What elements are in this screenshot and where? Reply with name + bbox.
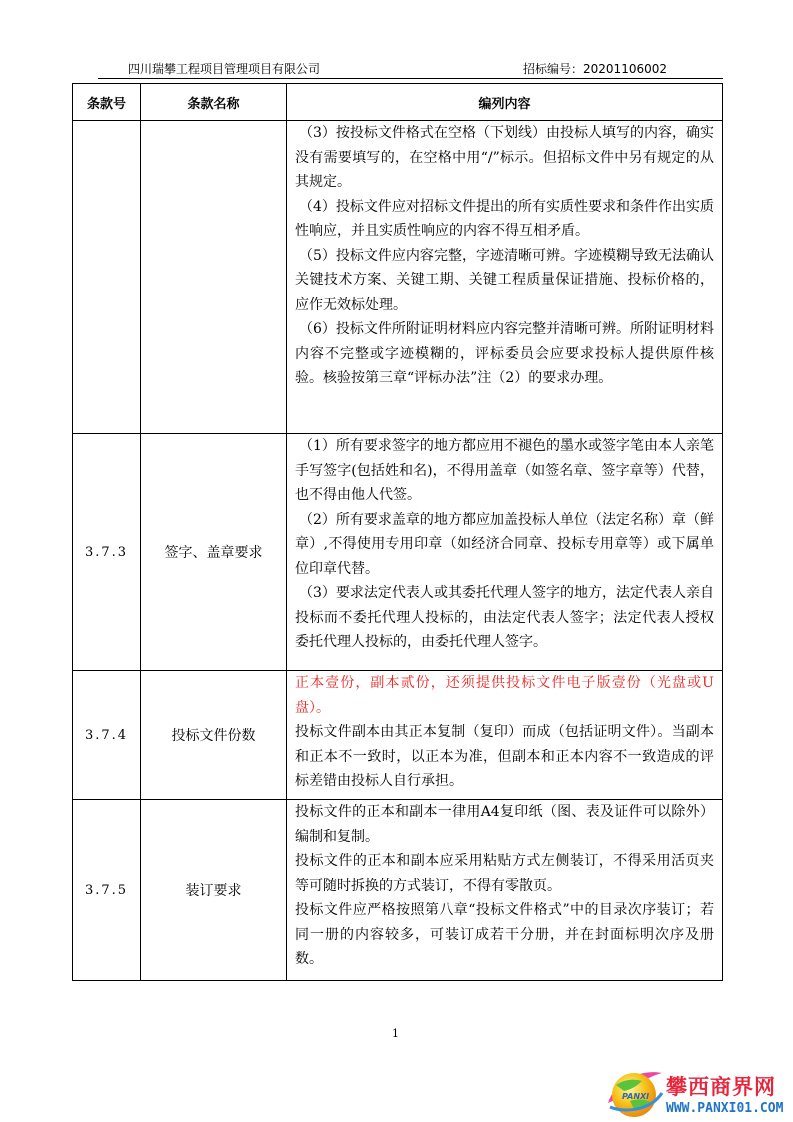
content-paragraph: （3）按投标文件格式在空格（下划线）由投标人填写的内容，确实没有需要填写的，在空格中用“/”标示。但招标文件中另有规定的从其规定。 [295,125,714,190]
tender-number: 招标编号：20201106002 [523,62,667,76]
watermark-url: WWW.PANXI01.COM [666,1101,784,1116]
clause-number: 3.7.4 [73,671,141,800]
globe-logo-icon [604,1063,666,1121]
content-paragraph: （5）投标文件应内容完整，字迹清晰可辨。字迹模糊导致无法确认关键技术方案、关键工期、关键工程质量保证措施、投标价格的，应作无效标处理。 [295,247,714,313]
clause-table [72,83,723,981]
clause-content [287,800,723,981]
clause-content [287,121,723,434]
clause-number [73,121,141,434]
table-row [73,434,723,671]
site-watermark [604,1063,792,1121]
content-paragraph: 投标文件的正本和副本应采用粘贴方式左侧装订，不得采用活页夹等可随时拆换的方式装订，不得有零散页。 [295,853,714,894]
clause-number: 3.7.3 [73,434,141,671]
page-number: 1 [392,1027,399,1040]
watermark-title: 攀西商界网 [666,1075,776,1099]
clause-content [287,434,723,671]
page-header [98,58,723,79]
content-paragraph: （2）所有要求盖章的地方都应加盖投标人单位（法定名称）章（鲜章）,不得使用专用印章（如经济合同章、投标专用章等）或下属单位印章代替。 [295,511,714,577]
table-row [73,800,723,981]
clause-name [141,121,287,434]
content-paragraph: （4）投标文件应对招标文件提出的所有实质性要求和条件作出实质性响应，并且实质性响应的内容不得互相矛盾。 [295,198,714,239]
table-row [73,121,723,434]
column-header-name: 条款名称 [141,84,287,121]
column-header-content: 编列内容 [287,84,723,121]
content-paragraph: （6）投标文件所附证明材料应内容完整并清晰可辨。所附证明材料内容不完整或字迹模糊的，评标委员会应要求投标人提供原件核验。核验按第三章“评标办法”注（2）的要求办理。 [295,321,714,386]
table-row [73,671,723,800]
clause-content [287,671,723,800]
content-paragraph: 投标文件的正本和副本一律用A4复印纸（图、表及证件可以除外）编制和复制。 [295,804,714,845]
logo-text: PANXI [622,1092,650,1101]
content-paragraph-highlighted: 正本壹份，副本贰份，还须提供投标文件电子版壹份（光盘或U盘）。 [295,675,714,716]
column-header-number: 条款号 [73,84,141,121]
clause-name: 投标文件份数 [141,671,287,800]
clause-name: 装订要求 [141,800,287,981]
company-name: 四川瑞攀工程项目管理项目有限公司 [128,62,321,76]
table-header-row [73,84,723,121]
clause-number: 3.7.5 [73,800,141,981]
content-paragraph: （1）所有要求签字的地方都应用不褪色的墨水或签字笔由本人亲笔手写签字(包括姓和名)，不得用盖章（如签名章、签字章等）代替，也不得由他人代签。 [295,438,714,503]
content-paragraph: 投标文件副本由其正本复制（复印）而成（包括证明文件）。当副本和正本不一致时，以正本为准，但副本和正本内容不一致造成的评标差错由投标人自行承担。 [295,724,714,789]
content-paragraph: （3）要求法定代表人或其委托代理人签字的地方，法定代表人亲自投标而不委托代理人投标的，由法定代表人签字；法定代表人授权委托代理人投标的，由委托代理人签字。 [295,585,714,650]
content-paragraph: 投标文件应严格按照第八章“投标文件格式”中的目录次序装订；若同一册的内容较多，可装订成若干分册，并在封面标明次序及册数。 [295,902,714,967]
clause-name: 签字、盖章要求 [141,434,287,671]
